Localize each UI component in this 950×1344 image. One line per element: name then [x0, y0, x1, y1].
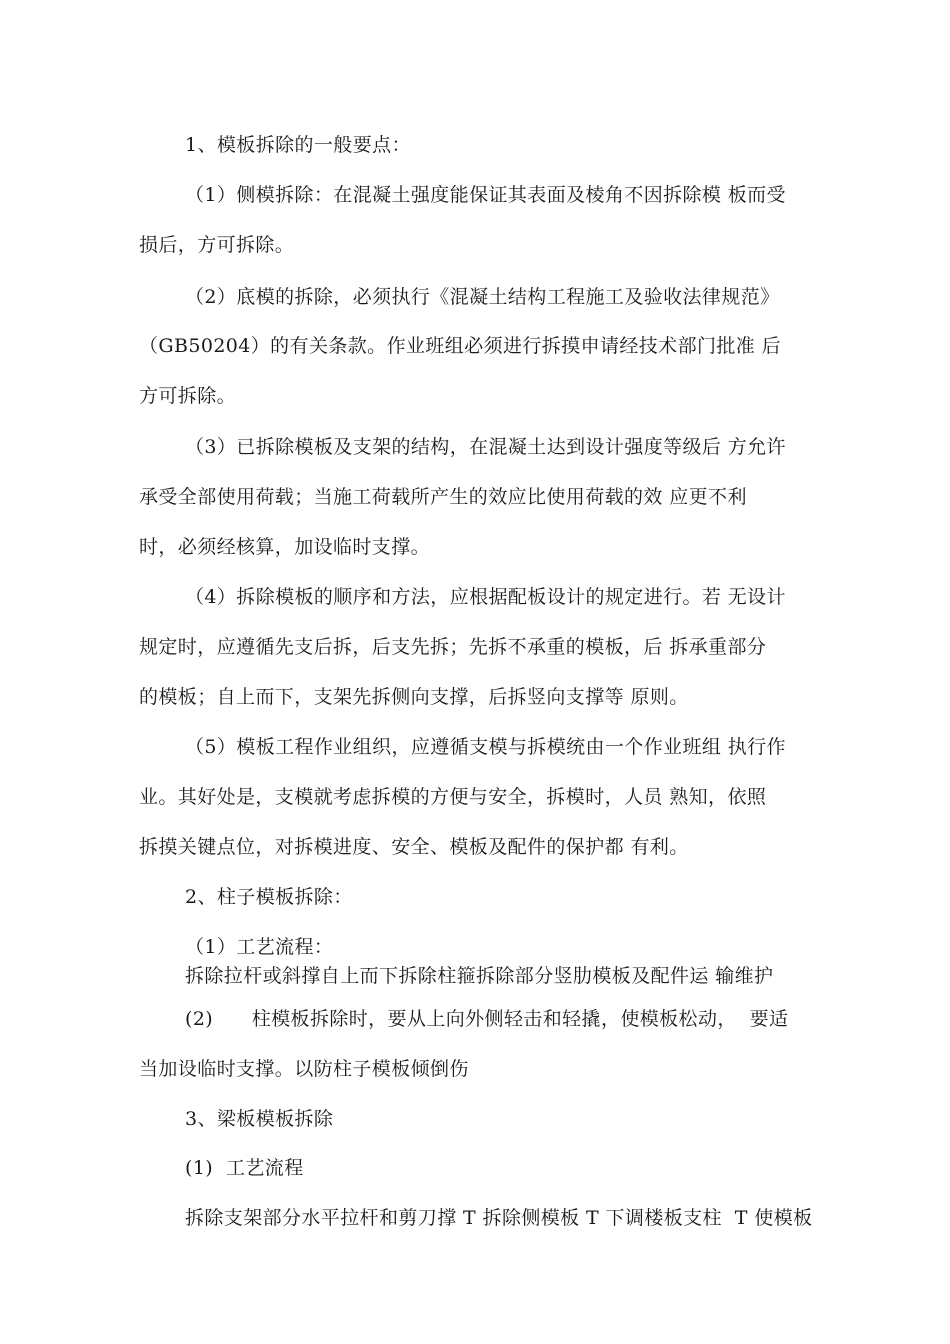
- item-1-line-2: 损后，方可拆除。: [139, 234, 295, 256]
- item-4-line-1: （4）拆除模板的顺序和方法，应根据配板设计的规定进行。若 无设计: [185, 586, 786, 608]
- item-3-line-1: （3）已拆除模板及支架的结构，在混凝土达到设计强度等级后 方允许: [185, 436, 786, 458]
- section-2-item-2-line-1: (2) 柱模板拆除时，要从上向外侧轻击和轻撬，使模板松动， 要适: [185, 1008, 789, 1030]
- section-2-heading: 2、柱子模板拆除：: [185, 886, 353, 908]
- item-5-line-3: 拆摸关键点位，对拆模进度、安全、模板及配件的保护都 有利。: [139, 836, 689, 858]
- item-2-line-2: （GB50204）的有关条款。作业班组必须进行拆摸申请经技术部门批准 后: [139, 335, 782, 357]
- section-3-process-label: (1) 工艺流程: [185, 1157, 304, 1179]
- section-1-heading: 1、模板拆除的一般要点：: [185, 134, 411, 156]
- item-3-line-2: 承受全部使用荷载；当施工荷载所产生的效应比使用荷载的效 应更不利: [139, 486, 747, 508]
- item-5-line-2: 业。其好处是，支模就考虑拆模的方便与安全，拆模时，人员 熟知，依照: [139, 786, 767, 808]
- item-4-line-2: 规定时，应遵循先支后拆，后支先拆；先拆不承重的模板，后 拆承重部分: [139, 636, 767, 658]
- item-1-line-1: （1）侧模拆除：在混凝土强度能保证其表面及棱角不因拆除模 板而受: [185, 184, 786, 206]
- item-4-line-3: 的模板；自上而下，支架先拆侧向支撑，后拆竖向支撑等 原则。: [139, 686, 689, 708]
- section-3-heading: 3、梁板模板拆除: [185, 1108, 334, 1130]
- section-2-item-2-line-2: 当加设临时支撑。以防柱子模板倾倒伤: [139, 1058, 469, 1080]
- item-2-line-1: （2）底模的拆除，必须执行《混凝土结构工程施工及验收法律规范》: [185, 286, 780, 308]
- section-3-process-text: 拆除支架部分水平拉杆和剪刀撑 T 拆除侧模板 T 下调楼板支柱 T 使模板: [185, 1207, 813, 1229]
- section-2-process-text: 拆除拉杆或斜撑自上而下拆除柱箍拆除部分竖肋模板及配件运 输维护: [185, 965, 774, 987]
- item-2-line-3: 方可拆除。: [139, 385, 237, 407]
- item-3-line-3: 时，必须经核算，加设临时支撑。: [139, 536, 431, 558]
- section-2-process-label: （1）工艺流程：: [185, 936, 334, 958]
- item-5-line-1: （5）模板工程作业组织，应遵循支模与拆模统由一个作业班组 执行作: [185, 736, 786, 758]
